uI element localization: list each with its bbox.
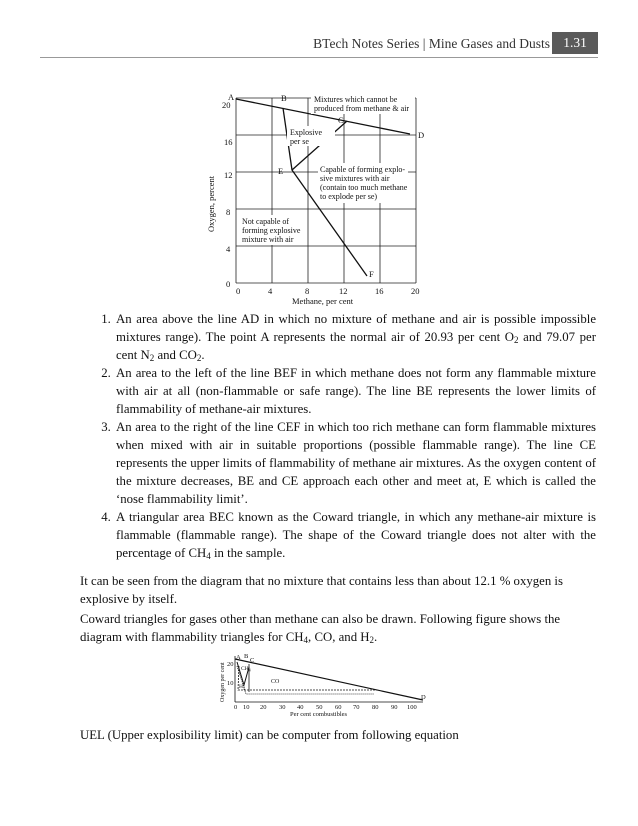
x-tick-100: 100	[407, 704, 417, 711]
x-tick-40: 40	[297, 704, 304, 711]
point-C: C	[250, 657, 255, 664]
y-tick-0: 0	[226, 279, 231, 289]
running-title: BTech Notes Series | Mine Gases and Dusts	[313, 36, 550, 51]
y-tick-20: 20	[227, 661, 234, 668]
y-tick-16: 16	[224, 137, 233, 147]
paragraph-uel: UEL (Upper explosibility limit) can be computer from following equation	[80, 728, 459, 742]
x-tick-0: 0	[236, 286, 241, 296]
page-number: 1.31	[552, 32, 598, 54]
flammability-triangles-diagram	[215, 652, 435, 718]
point-B: B	[281, 93, 287, 103]
x-tick-70: 70	[353, 704, 360, 711]
point-B: B	[244, 653, 249, 660]
label-ch4: $CH_4$	[241, 666, 251, 673]
x-tick-8: 8	[305, 286, 310, 296]
y-tick-10: 10	[227, 680, 234, 687]
x-tick-60: 60	[335, 704, 342, 711]
label-not-capable-line2: forming explosive	[242, 226, 301, 235]
x-tick-80: 80	[372, 704, 379, 711]
x-tick-90: 90	[391, 704, 398, 711]
x-tick-16: 16	[375, 286, 384, 296]
paragraph-oxygen-limit: It can be seen from the diagram that no mixture that contains less than about 12.1 % oxygen is explosive by itself.	[80, 574, 563, 606]
label-explosive-line1: Explosive	[290, 128, 322, 137]
label-capable-line4: to explode per se)	[320, 192, 378, 201]
x-tick-30: 30	[279, 704, 286, 711]
x-tick-20: 20	[411, 286, 420, 296]
point-F: F	[369, 269, 374, 279]
x-tick-50: 50	[316, 704, 323, 711]
point-D: D	[421, 694, 426, 701]
y-tick-8: 8	[226, 207, 231, 217]
x-axis-label: Methane, per cent	[292, 296, 354, 306]
y-tick-20: 20	[222, 100, 231, 110]
label-mixtures-line2: produced from methane & air	[314, 104, 410, 113]
point-A: A	[236, 654, 241, 661]
label-h2: $H_2$	[239, 684, 245, 691]
label-not-capable-line3: mixture with air	[242, 235, 294, 244]
label-capable-line2: sive mixtures with air	[320, 174, 390, 183]
label-capable-line1: Capable of forming explo-	[320, 165, 406, 174]
y-tick-12: 12	[224, 170, 233, 180]
y-axis-label: Oxygen per cent	[220, 662, 226, 702]
x-tick-4: 4	[268, 286, 273, 296]
y-tick-4: 4	[226, 244, 231, 254]
list-item: 1. An area above the line AD in which no mixture of methane and air is possible impossible mixtures range). The point A represents the normal air of 20.93 per cent $O_2$ and 79.07 per cent $N_2$ and $CO_2$.	[114, 310, 596, 364]
list-item: 4. A triangular area BEC known as the Coward triangle, in which any methane-air mixture is flammable (flammable range). The shape of the Coward triangle does not alter with the percentage of $CH_4$ in the sample.	[114, 508, 596, 562]
x-axis-label: Per cent combustibles	[290, 711, 348, 718]
point-D: D	[418, 130, 425, 140]
list-item: 2. An area to the left of the line BEF in which methane does not form any flammable mixture with air at all (non-flammable or safe range). The line BE represents the lower limits of flammability of methane-air mixtures.	[114, 364, 596, 418]
point-C: C	[338, 115, 344, 125]
list-item: 3. An area to the right of the line CEF in which too rich methane can form flammable mixtures when mixed with air in suitable proportions (possible flammable range). The line CE represents the upper limits of flammability of methane air mixtures. As the oxygen content of the mixture decreases, BE and CE approach each other and meet at, E which is called the ‘nose flammability limit’.	[114, 418, 596, 508]
label-co: CO	[271, 679, 280, 685]
paragraph-coward-triangles: Coward triangles for gases other than methane can also be drawn. Following figure shows the diagram with flammability triangles for $CH_4$, CO, and $H_2$.	[80, 612, 561, 645]
label-not-capable-line1: Not capable of	[242, 217, 290, 226]
label-capable-line3: (contain too much methane	[320, 183, 408, 192]
x-tick-12: 12	[339, 286, 348, 296]
x-tick-10: 10	[243, 704, 250, 711]
x-tick-0: 0	[234, 704, 238, 711]
label-explosive-line2: per se	[290, 137, 309, 146]
point-E: E	[278, 166, 284, 176]
y-axis-label: Oxygen, percent	[206, 175, 216, 232]
x-tick-20: 20	[260, 704, 267, 711]
label-mixtures-line1: Mixtures which cannot be	[314, 95, 398, 104]
area-description-list	[80, 310, 596, 562]
coward-diagram-methane	[200, 88, 440, 306]
co-triangle	[238, 666, 377, 690]
header-rule	[40, 57, 598, 58]
point-A: A	[228, 92, 235, 102]
